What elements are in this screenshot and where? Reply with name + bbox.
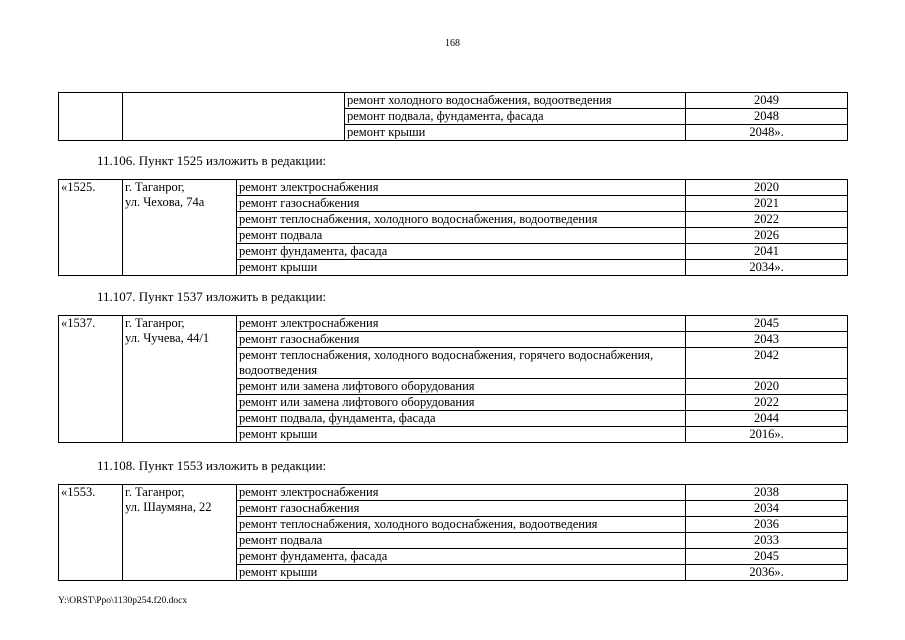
year-cell: 2021 <box>686 196 848 212</box>
work-cell: ремонт подвала <box>237 533 686 549</box>
work-cell: ремонт газоснабжения <box>237 196 686 212</box>
item-number: «1537. <box>59 316 123 443</box>
table-row <box>59 316 848 332</box>
year-cell: 2020 <box>686 180 848 196</box>
year-cell: 2044 <box>686 411 848 427</box>
table-1525 <box>58 179 848 276</box>
address-street: ул. Чучева, 44/1 <box>125 331 210 345</box>
address-cell <box>123 485 237 581</box>
year-cell: 2041 <box>686 244 848 260</box>
work-cell: ремонт крыши <box>237 260 686 276</box>
year-cell: 2049 <box>686 93 848 109</box>
address-city: г. Таганрог, <box>125 485 185 499</box>
year-cell: 2045 <box>686 316 848 332</box>
table-1553 <box>58 484 848 581</box>
table-1537 <box>58 315 848 443</box>
year-cell: 2022 <box>686 212 848 228</box>
work-cell: ремонт фундамента, фасада <box>237 244 686 260</box>
item-number: «1525. <box>59 180 123 276</box>
work-cell: ремонт газоснабжения <box>237 501 686 517</box>
year-cell: 2026 <box>686 228 848 244</box>
continuation-table <box>58 92 848 141</box>
work-cell: ремонт газоснабжения <box>237 332 686 348</box>
page-number: 168 <box>445 38 460 49</box>
work-cell: ремонт или замена лифтового оборудования <box>237 379 686 395</box>
item-number: «1553. <box>59 485 123 581</box>
work-cell: ремонт теплоснабжения, холодного водоснабжения, горячего водоснабжения, водоотведения <box>237 348 686 379</box>
address-city: г. Таганрог, <box>125 316 185 330</box>
year-cell: 2034». <box>686 260 848 276</box>
year-cell: 2036 <box>686 517 848 533</box>
work-cell: ремонт или замена лифтового оборудования <box>237 395 686 411</box>
section-heading-1525: 11.106. Пункт 1525 изложить в редакции: <box>97 153 327 168</box>
address-street: ул. Чехова, 74а <box>125 195 205 209</box>
address-cell <box>123 316 237 443</box>
work-cell: ремонт фундамента, фасада <box>237 549 686 565</box>
table-row <box>59 180 848 196</box>
work-cell: ремонт крыши <box>237 427 686 443</box>
year-cell: 2020 <box>686 379 848 395</box>
address-cell <box>123 180 237 276</box>
work-cell: ремонт крыши <box>345 125 686 141</box>
work-cell: ремонт крыши <box>237 565 686 581</box>
year-cell: 2048». <box>686 125 848 141</box>
year-cell: 2033 <box>686 533 848 549</box>
empty-cell <box>59 93 123 141</box>
work-cell: ремонт подвала, фундамента, фасада <box>345 109 686 125</box>
section-heading-1553: 11.108. Пункт 1553 изложить в редакции: <box>97 458 327 473</box>
table-row <box>59 485 848 501</box>
address-city: г. Таганрог, <box>125 180 185 194</box>
work-cell: ремонт теплоснабжения, холодного водоснабжения, водоотведения <box>237 212 686 228</box>
year-cell: 2038 <box>686 485 848 501</box>
work-cell: ремонт электроснабжения <box>237 316 686 332</box>
work-cell: ремонт электроснабжения <box>237 180 686 196</box>
work-cell: ремонт подвала, фундамента, фасада <box>237 411 686 427</box>
section-heading-1537: 11.107. Пункт 1537 изложить в редакции: <box>97 289 327 304</box>
work-cell: ремонт подвала <box>237 228 686 244</box>
address-street: ул. Шаумяна, 22 <box>125 500 212 514</box>
year-cell: 2022 <box>686 395 848 411</box>
year-cell: 2016». <box>686 427 848 443</box>
work-cell: ремонт теплоснабжения, холодного водоснабжения, водоотведения <box>237 517 686 533</box>
year-cell: 2043 <box>686 332 848 348</box>
file-path-footer: Y:\ORST\Ppo\1130p254.f20.docx <box>58 596 188 606</box>
table-row <box>59 93 848 109</box>
empty-cell <box>123 93 345 141</box>
year-cell: 2036». <box>686 565 848 581</box>
year-cell: 2045 <box>686 549 848 565</box>
year-cell: 2034 <box>686 501 848 517</box>
work-cell: ремонт электроснабжения <box>237 485 686 501</box>
year-cell: 2042 <box>686 348 848 379</box>
year-cell: 2048 <box>686 109 848 125</box>
work-cell: ремонт холодного водоснабжения, водоотведения <box>345 93 686 109</box>
